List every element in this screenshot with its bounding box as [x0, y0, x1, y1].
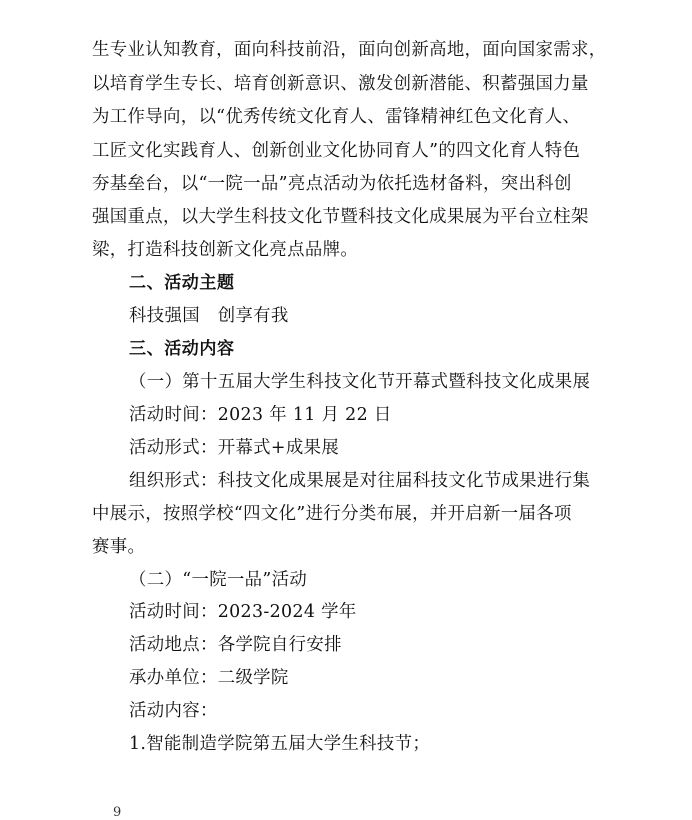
subsection-title-opening: （一）第十五届大学生科技文化节开幕式暨科技文化成果展 [129, 372, 591, 392]
one-college-place: 活动地点：各学院自行安排 [129, 635, 342, 655]
subsection-title-one-college: （二）“一院一品”活动 [129, 570, 308, 590]
theme-content: 科技强国 创享有我 [129, 306, 289, 326]
page-number: 9 [113, 805, 122, 820]
one-college-item-1: 1.智能制造学院第五届大学生科技节； [129, 734, 431, 754]
opening-form: 活动形式：开幕式+成果展 [129, 438, 340, 458]
one-college-host: 承办单位：二级学院 [129, 668, 289, 688]
section-heading-theme: 二、活动主题 [129, 273, 235, 293]
opening-organization-line-3: 赛事。 [92, 537, 146, 557]
intro-line-2: 以培育学生专长、培育创新意识、激发创新潜能、积蓄强国力量 [92, 74, 589, 94]
one-college-content-label: 活动内容： [129, 701, 218, 721]
opening-organization-line-1: 组织形式：科技文化成果展是对往届科技文化节成果进行集 [129, 471, 591, 491]
intro-line-7: 梁，打造科技创新文化亮点品牌。 [92, 240, 359, 260]
one-college-time: 活动时间：2023-2024 学年 [129, 602, 357, 622]
intro-line-5: 夯基垒台，以“一院一品”亮点活动为依托选材备料，突出科创 [92, 174, 572, 194]
opening-time: 活动时间：2023 年 11 月 22 日 [129, 405, 392, 425]
intro-line-1: 生专业认知教育，面向科技前沿，面向创新高地，面向国家需求， [92, 40, 607, 60]
intro-line-4: 工匠文化实践育人、创新创业文化协同育人”的四文化育人特色 [92, 141, 581, 161]
intro-line-3: 为工作导向，以“优秀传统文化育人、雷锋精神红色文化育人、 [92, 107, 581, 127]
intro-line-6: 强国重点，以大学生科技文化节暨科技文化成果展为平台立柱架 [92, 207, 589, 227]
opening-organization-line-2: 中展示，按照学校“四文化”进行分类布展，并开启新一届各项 [92, 504, 572, 524]
section-heading-content: 三、活动内容 [129, 339, 235, 359]
